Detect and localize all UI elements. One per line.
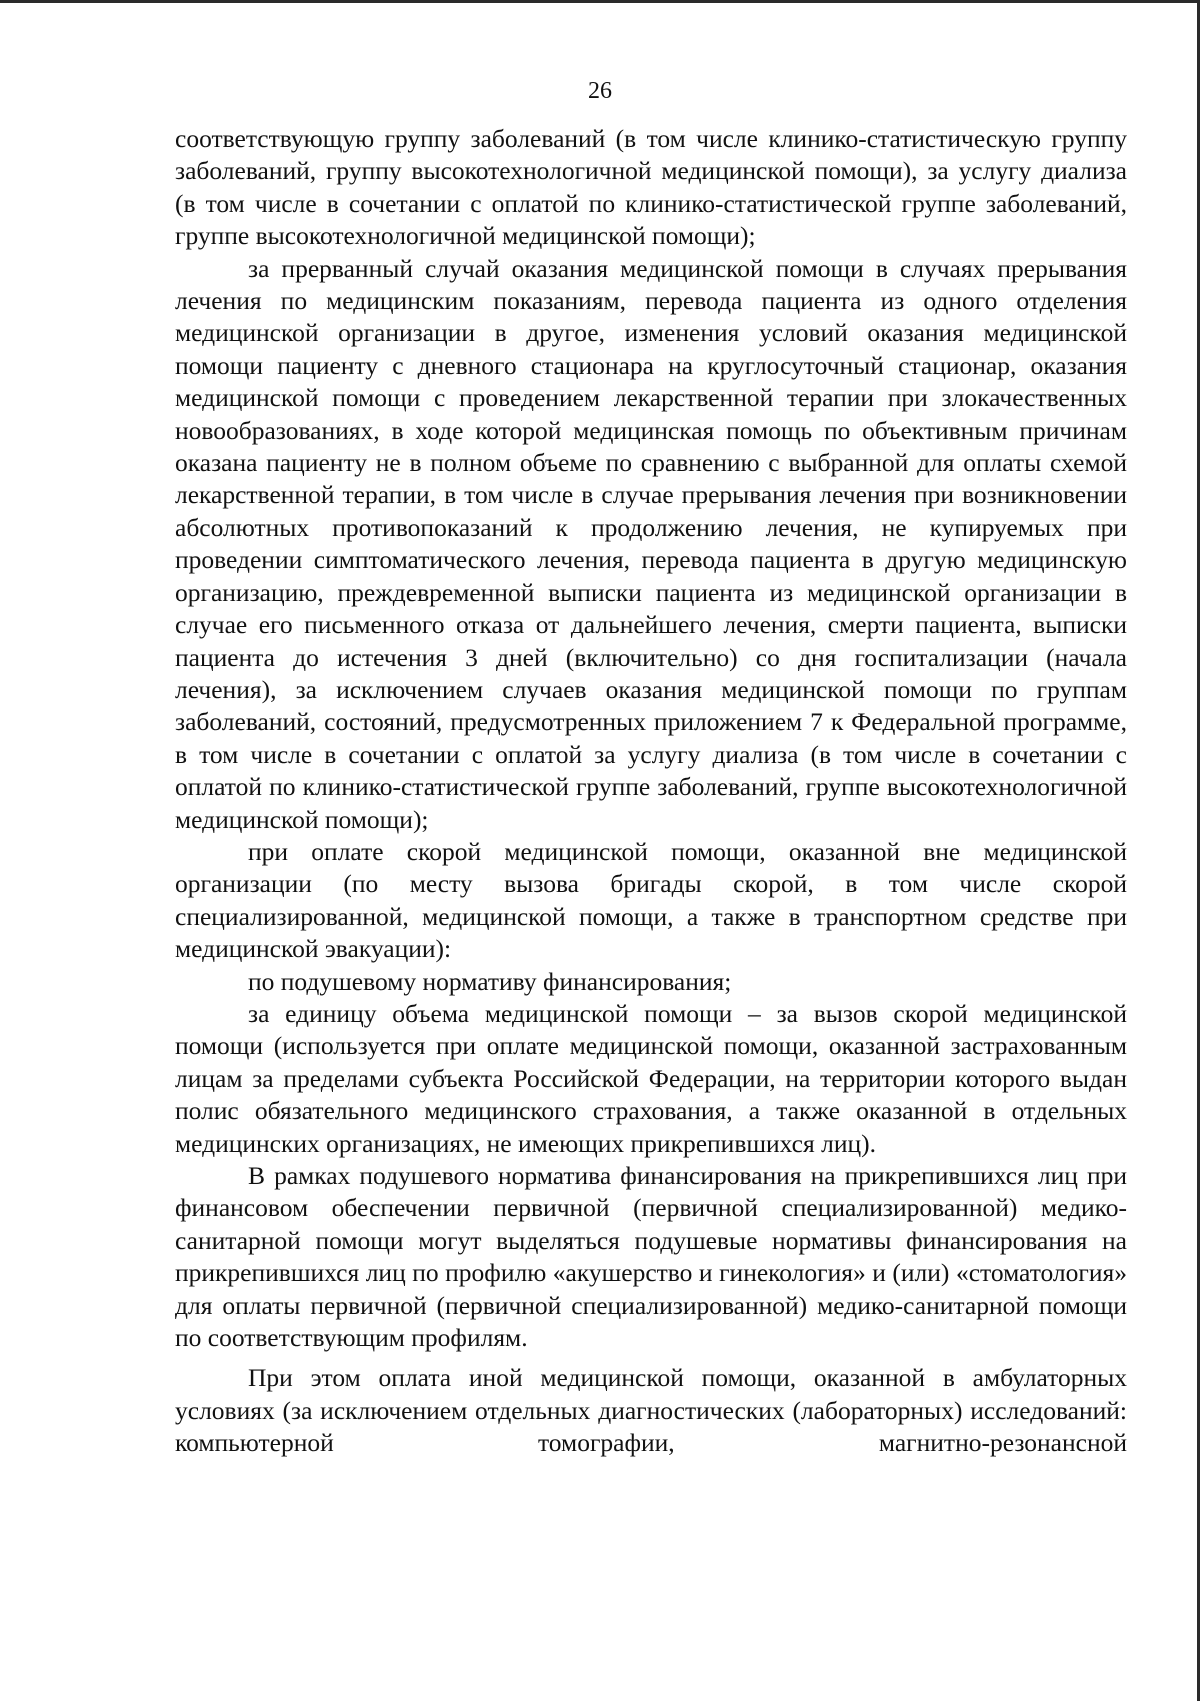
scan-edge-top [0, 0, 1200, 3]
page-number: 26 [588, 78, 612, 104]
paragraph-unit-volume: за единицу объема медицинской помощи – за вызов скорой медицинской помощи (используется при оплате медицинской помощи, оказанной застрахованным лицам за пределами субъекта Российской Федерации, на территории которого выдан полис обязательного медицинского страхования, а также оказанной в отдельных медицинских организациях, не имеющих прикрепившихся лиц). [175, 998, 1127, 1158]
paragraph-per-capita: по подушевому нормативу финансирования; [248, 966, 732, 996]
paragraph-other-care: При этом оплата иной медицинской помощи, оказанной в амбулаторных условиях (за исключением отдельных диагностических (лабораторных) исследований: компьютерной томографии, магнитно-резонансной [175, 1363, 1127, 1458]
document-body [175, 123, 1127, 1460]
paragraph-per-capita-standard: В рамках подушевого норматива финансирования на прикрепившихся лиц при финансовом обеспечении первичной (первичной специализированной) медико-санитарной помощи могут выделяться подушевые нормативы финансирования на прикрепившихся лиц по профилю «акушерство и гинекология» и (или) «стоматология» для оплаты первичной (первичной специализированной) медико-санитарной помощи по соответствующим профилям. [175, 1161, 1127, 1353]
paragraph-emergency-care: при оплате скорой медицинской помощи, оказанной вне медицинской организации (по месту вызова бригады скорой, в том числе скорой специализированной, медицинской помощи, а также в транспортном средстве при медицинской эвакуации): [175, 836, 1127, 964]
paragraph-continuation: соответствующую группу заболеваний (в том числе клинико-статистическую группу заболеваний, группу высокотехнологичной медицинской помощи), за услугу диализа (в том числе в сочетании с оплатой по клинико-статистической группе заболеваний, группе высокотехнологичной медицинской помощи); [175, 124, 1127, 251]
paragraph-interrupted-case: за прерванный случай оказания медицинской помощи в случаях прерывания лечения по медицинским показаниям, перевода пациента из одного отделения медицинской организации в другое, изменения условий оказания медицинской помощи пациенту с дневного стационара на круглосуточный стационар, оказания медицинской помощи с проведением лекарственной терапии при злокачественных новообразованиях, в ходе которой медицинская помощь по объективным причинам оказана пациенту не в полном объеме по сравнению с выбранной для оплаты схемой лекарственной терапии, в том числе в случае прерывания лечения при возникновении абсолютных противопоказаний к продолжению лечения, не купируемых при проведении симптоматического лечения, перевода пациента в другую медицинскую организацию, преждевременной выписки пациента из медицинской организации в случае его письменного отказа от дальнейшего лечения, смерти пациента, выписки пациента до истечения 3 дней (включительно) со дня госпитализации (начала лечения), за исключением случаев оказания медицинской помощи по группам заболеваний, состояний, предусмотренных приложением 7 к Федеральной программе, в том числе в сочетании с оплатой за услугу диализа (в том числе в сочетании с оплатой по клинико-статистической группе заболеваний, группе высокотехнологичной медицинской помощи); [175, 253, 1127, 834]
